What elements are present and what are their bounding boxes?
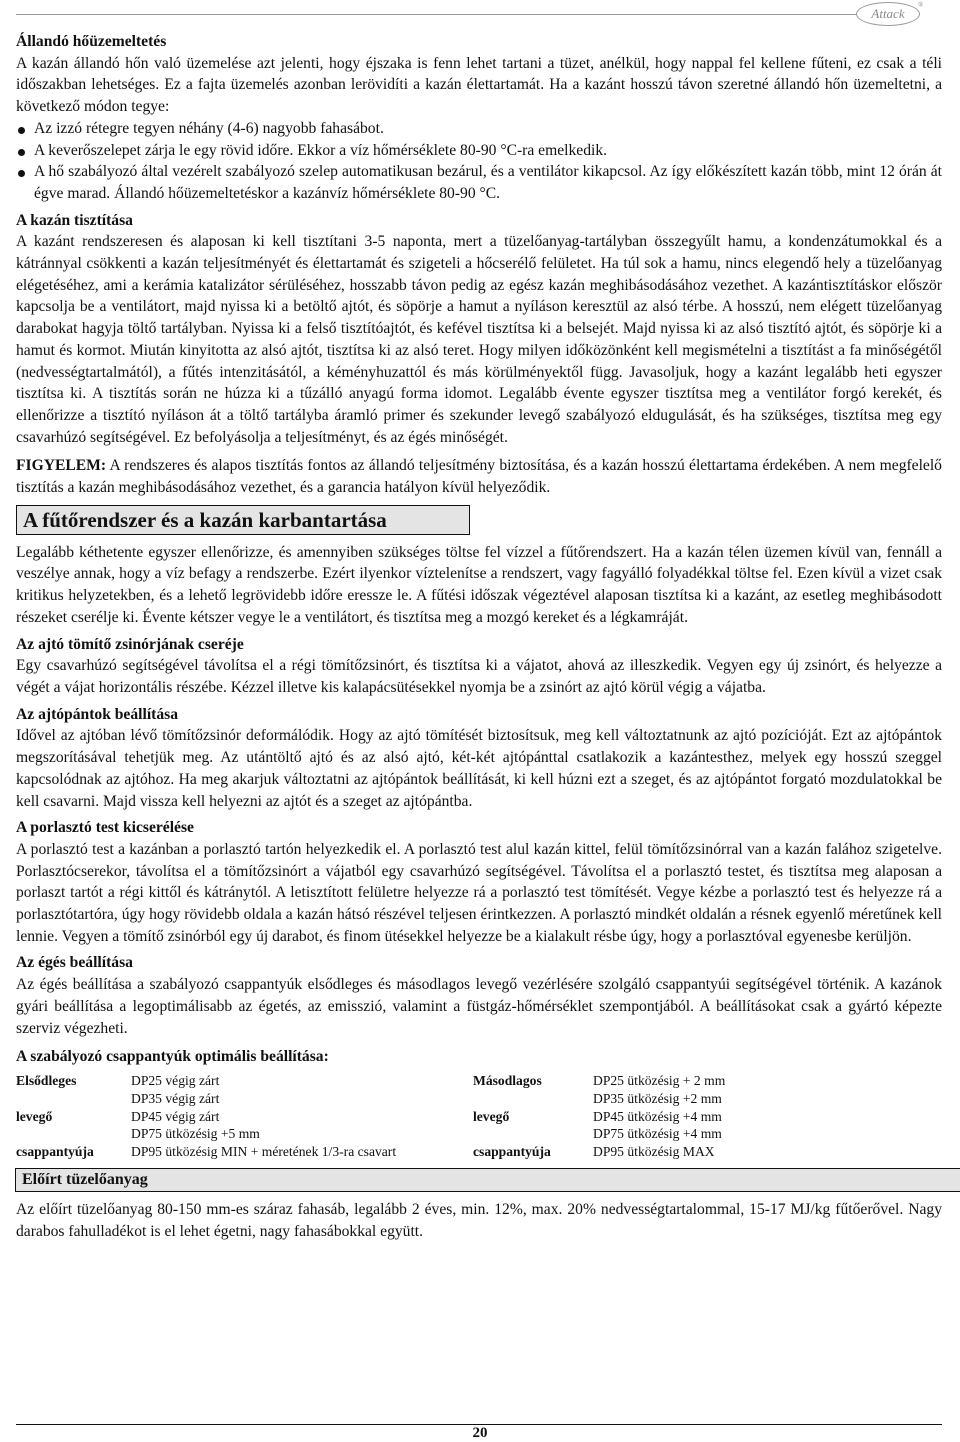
bullet-icon xyxy=(18,149,25,156)
warning-label: FIGYELEM: xyxy=(16,457,107,475)
paragraph-door-seal: Egy csavarhúzó segítségével távolítsa el a régi tömítőzsinórt, és tisztítsa ki a vájatot, ahová az illeszkedik. Vegyen egy új zsinórt, és helyezze a végét a vájat horizontális részébe. Kézzel illetve kis kalapácsütésekkel nyomja be a zsinórt az ajtó körül végig a vájatba. xyxy=(16,657,942,696)
document-body xyxy=(16,31,942,1242)
primary-value: DP45 végig zárt xyxy=(131,1108,220,1124)
paragraph-nozzle-replacement: A porlasztó test a kazánban a porlasztó tartón helyezkedik el. A porlasztó test alul kazán kittel, felül tömítőzsinórral van a kazán falához szigetelve. Porlasztócserekor, távolítsa el a tömítőzsinórt a vájatból egy csavarhúzó segítségével. Távolítsa el a porlasztó testet, és tisztítsa meg alaposan a porlaszt tartót a régi kittől és kátránytól. A letisztított felületre helyezze rá a porlasztó test tömítését. Vegye kézbe a porlasztó test és helyezze rá a porlasztótartóra, úgy hogy rövidebb oldala a kazán hátsó részével teljesen érintkezzen. A porlasztó mindkét oldalán a résnek egyenlő méretűnek kell lennie. Vegyen a tömítő zsinórból egy új darabot, és finom ütésekkel helyezze be a kialakult résbe úgy, hogy a porlasztóval egyenesbe kerüljön. xyxy=(16,840,942,945)
list-item xyxy=(16,118,942,140)
logo-text: Attack xyxy=(871,6,905,21)
secondary-value: DP35 ütközésig +2 mm xyxy=(593,1090,722,1106)
list-item xyxy=(16,140,942,162)
list-item-text: A hő szabályozó által vezérelt szabályozó szelep automatikusan bezárul, és a ventilátor kikapcsol. Az így előkészített kazán több, mint 12 órán át égve marad. Állandó hőüzemeltetéskor a kazánvíz hőmérséklete 80-90 °C. xyxy=(34,163,942,202)
primary-label: Elsődleges xyxy=(16,1072,77,1088)
heading-continuous-operation: Állandó hőüzemeltetés xyxy=(16,33,167,50)
heading-combustion-setting: Az égés beállítása xyxy=(16,954,133,972)
page-number: 20 xyxy=(472,1425,488,1441)
heading-door-seal: Az ajtó tömítő zsinórjának cseréje xyxy=(16,635,244,653)
primary-value: DP25 végig zárt xyxy=(131,1072,220,1088)
list-item xyxy=(16,161,942,204)
primary-value: DP95 ütközésig MIN + méretének 1/3-ra csavart xyxy=(131,1144,397,1160)
list-item-text: Az izzó rétegre tegyen néhány (4-6) nagyobb fahasábot. xyxy=(34,119,384,137)
paragraph-maintenance: Legalább kéthetente egyszer ellenőrizze, és amennyiben szükséges töltse fel vízzel a fűtőrendszert. Ha a kazán télen üzemen kívül van, fennáll a veszélye annak, hogy a víz befagy a rendszerbe. Ezért ilyenkor víztelenítse a rendszert, vagy fagyálló folyadékkal töltse fel. Ezen kívül a vizet csak kritikus helyzetekben, és a lehető legrövidebb időre eressze le. A fűtési időszak végeztével alaposan tisztítsa ki a kazánt, az esetleg meghibásodott részeket cserélje ki. Évente kétszer vegye le a ventilátort, és tisztítsa meg a mozgó kereket és a légkamráját. xyxy=(16,543,942,626)
heading-boiler-cleaning: A kazán tisztítása xyxy=(16,211,133,229)
paragraph-door-hinges: Idővel az ajtóban lévő tömítőzsinór deformálódik. Hogy az ajtó tömítését biztosítsuk, meg kell változtatnunk az ajtó pozícióját. Ezt az ajtópántok megszorításával tehetjük meg. Az utántöltő ajtó és az alsó ajtó, két-két ajtópánttal csatlakozik a kazántesthez, melyek egy hosszú szeggel kapcsolódnak az ajtóhoz. Ha meg akarjuk változtatni az ajtópántok beállítását, ki kell húzni ezt a szeget, és az ajtópántot forgató mozdulatokkal be kell csavarni. Majd vissza kell helyezni az ajtót és a szeget az ajtópántba. xyxy=(16,727,942,810)
primary-value: DP35 végig zárt xyxy=(131,1090,220,1106)
warning-paragraph xyxy=(16,455,942,498)
section-title-fuel: Előírt tüzelőanyag xyxy=(15,1168,960,1192)
primary-value: DP75 ütközésig +5 mm xyxy=(131,1126,260,1142)
secondary-value: DP25 ütközésig + 2 mm xyxy=(593,1072,726,1088)
secondary-label: csappantyúja xyxy=(473,1144,551,1160)
primary-label: levegő xyxy=(16,1108,53,1124)
damper-settings-table xyxy=(16,1072,942,1161)
heading-door-hinges: Az ajtópántok beállítása xyxy=(16,705,179,723)
attack-logo xyxy=(856,2,920,26)
heading-damper-settings: A szabályozó csappantyúk optimális beállítása: xyxy=(16,1048,329,1066)
bullet-icon xyxy=(18,127,25,134)
primary-label: csappantyúja xyxy=(16,1144,94,1160)
paragraph-combustion-setting: Az égés beállítása a szabályozó csappantyúk elsődleges és másodlagos levegő vezérlésére szolgáló csappantyúi segítségével történik. A kazánok gyári beállítása a legoptimálisabb az égetés, az emisszió, valamint a füstgáz-hőmérséklet szempontjából. A beállításokat csak a gyártó képezte szerviz végezheti. xyxy=(16,976,942,1037)
secondary-value: DP75 ütközésig +4 mm xyxy=(593,1126,722,1142)
registered-mark: ® xyxy=(918,1,924,9)
header-rule xyxy=(16,14,872,15)
secondary-value: DP95 ütközésig MAX xyxy=(593,1144,715,1160)
primary-label xyxy=(16,1125,131,1143)
secondary-label xyxy=(473,1090,593,1108)
secondary-label xyxy=(473,1125,593,1143)
bullet-icon xyxy=(18,170,25,177)
warning-text: A rendszeres és alapos tisztítás fontos az állandó teljesítmény biztosítása, és a kazán hosszú élettartama érdekében. A nem megfelelő tisztítás a kazán meghibásodásához vezethet, és a garancia hatályon kívül helyeződik. xyxy=(16,457,942,497)
secondary-label: Másodlagos xyxy=(473,1072,542,1088)
section-title-maintenance: A fűtőrendszer és a kazán karbantartása xyxy=(16,505,470,535)
paragraph-boiler-cleaning: A kazánt rendszeresen és alaposan ki kell tisztítani 3-5 naponta, mert a tüzelőanyag-tartályban összegyűlt hamu, a kondenzátumokkal és a kátránnyal csökkenti a kazán teljesítményét és élettartamát és szigeteli a hőcserélő felületet. Ha túl sok a hamu, nincs elegendő hely a tüzelőanyag elégetéséhez, ami a kerámia katalizátor sérüléséhez, hosszabb távon pedig az egész kazán meghibásodásához vezethet. A kazántisztításkor először kapcsolja be a ventilátort, majd nyissa ki a betöltő ajtót, és söpörje a hamut a nyíláson keresztül az alsó térbe. A hosszú, nem elégett tüzelőanyag darabokat hagyja töltő tartályban. Nyissa ki a felső tisztítóajtót, és kefével tisztítsa ki a belsejét. Majd nyissa ki az alsó tisztító ajtót, és söpörje ki a hamut és kormot. Miután kinyitotta az alsó ajtót, tisztítsa ki az alsó teret. Hogy milyen időközönként kell megismételni a tisztítást a fa minőségétől (nedvességtartalmától), a fűtés intenzitásától, a kéményhuzattól és más körülményektől függ. Javasoljuk, hogy a kazánt legalább heti egyszer tisztítsa ki. A tisztítás során ne húzza ki a tűzálló anyagú forma idomot. Legalább évente egyszer tisztítsa meg a ventilátor forgó kerekét, és ellenőrizze a tisztító nyíláson át a töltő tartályba áramló primer és szekunder levegő szabályozó eldugulását, és ha szükséges, tisztítsa meg egy csavarhúzó segítségével. Ez befolyásolja a teljesítményt, és az égés minőségét. xyxy=(16,233,942,446)
primary-label xyxy=(16,1090,131,1108)
list-item-text: A keverőszelepet zárja le egy rövid időre. Ekkor a víz hőmérséklete 80-90 °C-ra emelkedik. xyxy=(34,141,608,159)
heading-nozzle-replacement: A porlasztó test kicserélése xyxy=(16,819,194,837)
secondary-value: DP45 ütközésig +4 mm xyxy=(593,1108,722,1124)
paragraph-fuel: Az előírt tüzelőanyag 80-150 mm-es száraz fahasáb, legalább 2 éves, min. 12%, max. 20% nedvességtartalommal, 15-17 MJ/kg fűtőerővel. Nagy darabos fahulladékot is el lehet égetni, nagy fahasábokkal együtt. xyxy=(16,1200,942,1240)
paragraph-continuous-operation: A kazán állandó hőn való üzemelése azt jelenti, hogy éjszaka is fenn lehet tartani a tüzet, anélkül, hogy nappal fel kellene fűteni, ez csak a téli időszakban lehetséges. Ez a fajta üzemelés azonban lerövidíti a kazán élettartamát. Ha a kazánt hosszú távon szeretné állandó hőn üzemeltetni, a következő módon tegye: xyxy=(16,54,942,116)
secondary-label: levegő xyxy=(473,1108,510,1124)
